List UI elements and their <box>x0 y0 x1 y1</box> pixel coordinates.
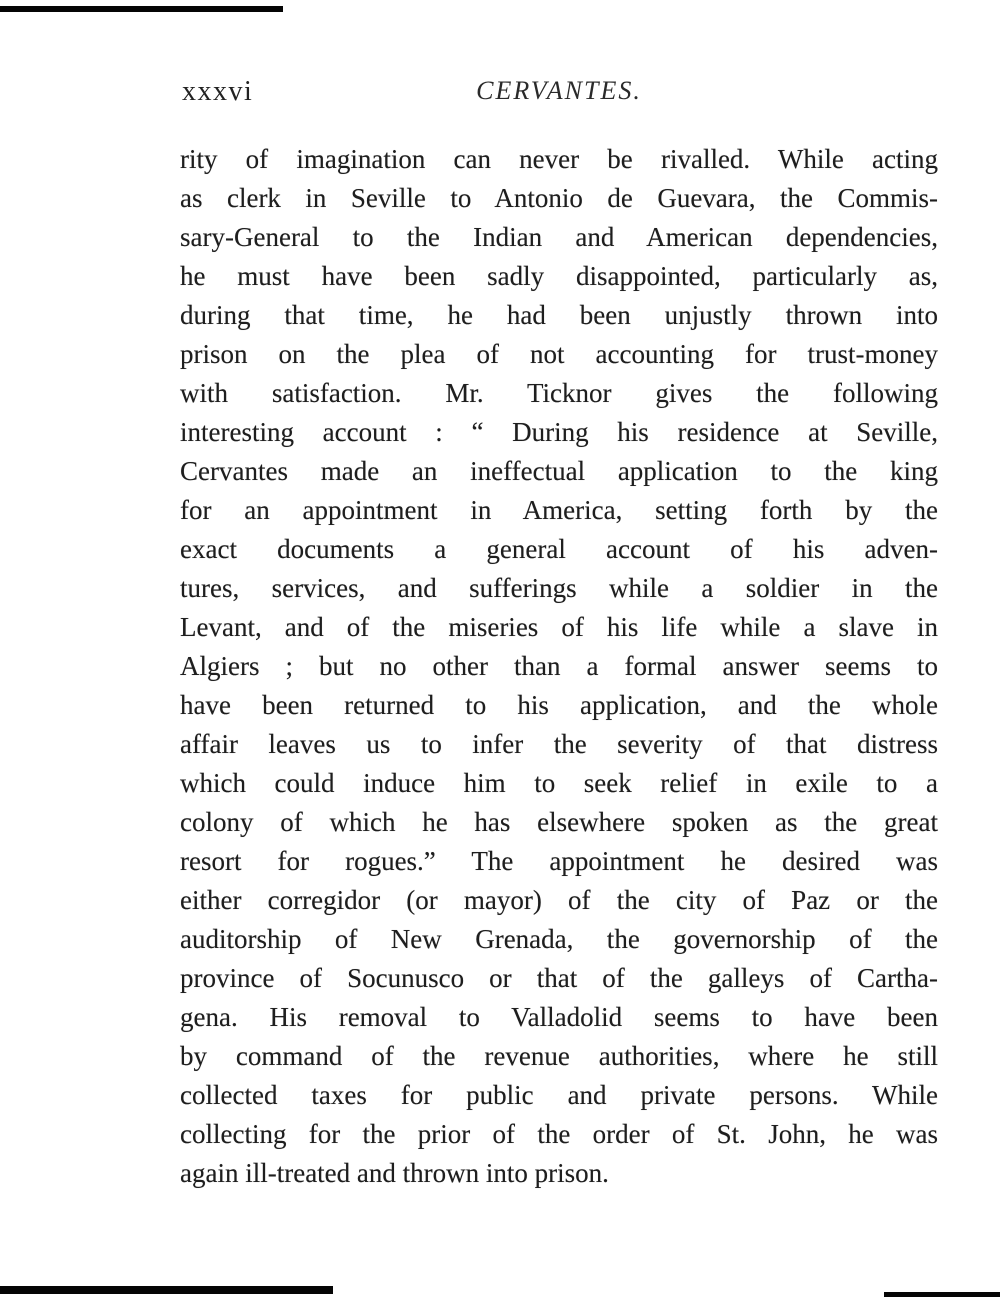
running-title: CERVANTES. <box>476 76 642 105</box>
text-line: as clerk in Seville to Antonio de Guevara, the Commis- <box>180 183 938 213</box>
scan-artifact-bottom-left <box>0 1286 333 1294</box>
text-line: have been returned to his application, and the whole <box>180 690 938 720</box>
text-line: he must have been sadly disappointed, particularly as, <box>180 261 938 291</box>
text-line: province of Socunusco or that of the galleys of Cartha- <box>180 963 938 993</box>
text-line: either corregidor (or mayor) of the city of Paz or the <box>180 885 938 915</box>
text-line: affair leaves us to infer the severity of that distress <box>180 729 938 759</box>
text-line: collecting for the prior of the order of St. John, he was <box>180 1119 938 1149</box>
text-line: rity of imagination can never be rivalled. While acting <box>180 144 938 174</box>
text-line: resort for rogues.” The appointment he desired was <box>180 846 938 876</box>
text-line: auditorship of New Grenada, the governorship of the <box>180 924 938 954</box>
page-header <box>180 76 938 110</box>
text-line: exact documents a general account of his adven- <box>180 534 938 564</box>
text-line: Levant, and of the miseries of his life while a slave in <box>180 612 938 642</box>
scan-artifact-bottom-right <box>884 1292 1000 1297</box>
text-line: for an appointment in America, setting forth by the <box>180 495 938 525</box>
text-line: Cervantes made an ineffectual application to the king <box>180 456 938 486</box>
text-line: with satisfaction. Mr. Ticknor gives the following <box>180 378 938 408</box>
text-line: sary-General to the Indian and American dependencies, <box>180 222 938 252</box>
text-line: colony of which he has elsewhere spoken as the great <box>180 807 938 837</box>
text-line: Algiers ; but no other than a formal answer seems to <box>180 651 938 681</box>
text-line: which could induce him to seek relief in exile to a <box>180 768 938 798</box>
text-line: prison on the plea of not accounting for trust-money <box>180 339 938 369</box>
scan-artifact-top-left <box>0 6 283 12</box>
text-line: interesting account : “ During his residence at Seville, <box>180 417 938 447</box>
text-line: by command of the revenue authorities, where he still <box>180 1041 938 1071</box>
text-line: collected taxes for public and private persons. While <box>180 1080 938 1110</box>
text-line: tures, services, and sufferings while a soldier in the <box>180 573 938 603</box>
text-line: during that time, he had been unjustly thrown into <box>180 300 938 330</box>
body-text <box>180 140 938 1193</box>
text-line: again ill-treated and thrown into prison. <box>180 1158 609 1188</box>
text-line: gena. His removal to Valladolid seems to have been <box>180 1002 938 1032</box>
page-number: xxxvi <box>182 76 254 107</box>
